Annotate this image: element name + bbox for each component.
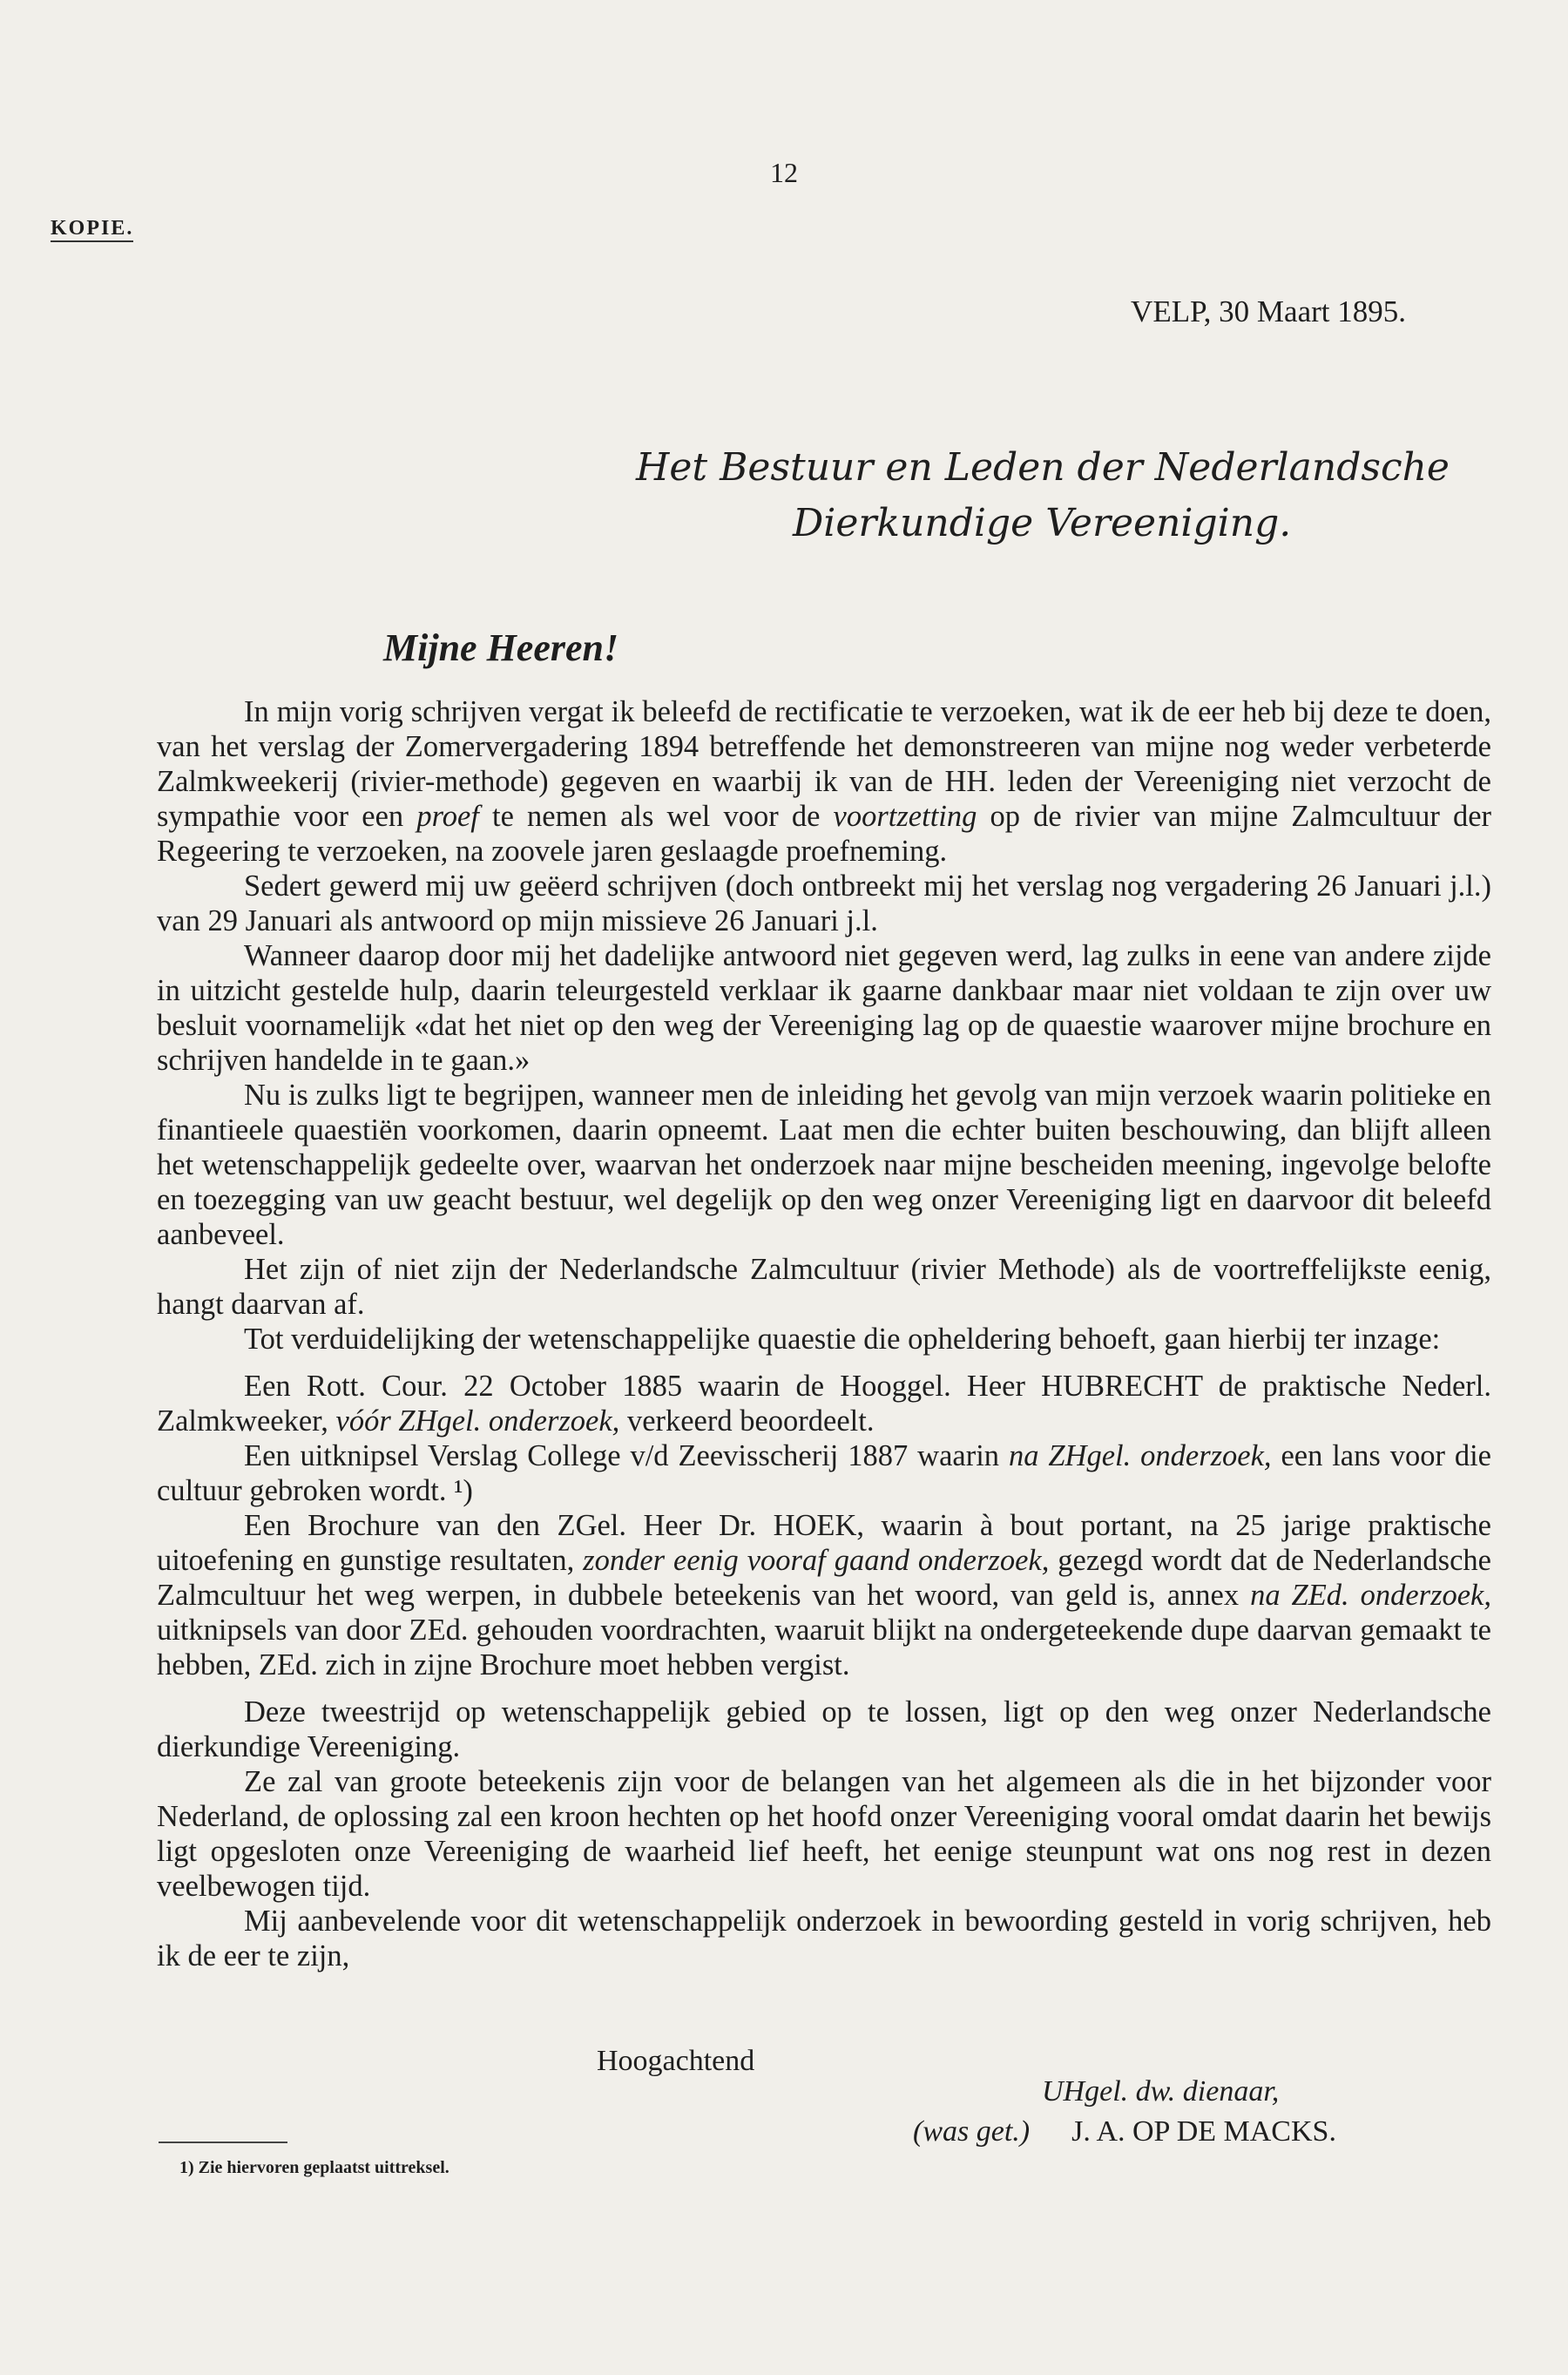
closing-servant: UHgel. dw. dienaar, (1042, 2075, 1280, 2108)
p9-text: Een Brochure van den ZGel. Heer Dr. HOEK, waarin à bout portant, na 25 jarige praktische uitoefening en gunstige resultaten, (157, 1509, 1491, 1577)
paragraph-4: Nu is zulks ligt te begrijpen, wanneer men de inleiding het gevolg van mijn verzoek waarin politieke en finantieele quaestiën voorkomen, daarin opneemt. Laat men die echter buiten beschouwing, dan blijft alleen het wetenschappelijk gedeelte over, waarvan het onderzoek naar mijne bescheiden meening, ingevolge belofte en toezegging van uw geacht bestuur, wel degelijk op den weg onzer Vereeniging ligt en daarvoor dit beleefd aanbeveel. (157, 1079, 1491, 1251)
p7-emphasis: vóór ZHgel. onderzoek, (335, 1404, 620, 1438)
paragraph-6: Tot verduidelijking der wetenschappelijke quaestie die opheldering behoeft, gaan hierbij ter inzage: (244, 1323, 1441, 1356)
addressee-line-1: Het Bestuur en Leden der Nederlandsche (636, 445, 1450, 490)
p1-emphasis-2: voortzetting (833, 800, 977, 833)
paragraph-12: Mij aanbevelende voor dit wetenschappelijk onderzoek in bewoording gesteld in vorig schrijven, heb ik de eer te zijn, (157, 1905, 1491, 1972)
paragraph-5: Het zijn of niet zijn der Nederlandsche Zalmcultuur (rivier Methode) als de voortreffelijkste eenig, hangt daarvan af. (157, 1253, 1491, 1321)
p9-text-b: gezegd wordt dat de Nederlandsche Zalmcultuur het weg werpen, in dubbele beteekenis van het woord, van geld is, annex (157, 1544, 1491, 1612)
p7-text: Een Rott. Cour. 22 October 1885 waarin de Hooggel. Heer HUBRECHT de praktische Nederl. Zalmkweeker, (157, 1370, 1491, 1438)
closing-hoogachtend: Hoogachtend (597, 2045, 755, 2077)
paragraph-11: Ze zal van groote beteekenis zijn voor de belangen van het algemeen als die in het bijzonder voor Nederland, de oplossing zal een kroon hechten op het hoofd onzer Vereeniging vooral omdat daarin het bewijs ligt opgesloten onze Vereeniging de waarheid lief heeft, het eenige steunpunt wat ons nog rest in dezen veelbewogen tijd. (157, 1765, 1491, 1903)
letter-body (157, 694, 1491, 1973)
addressee-line-2: Dierkundige Vereeniging. (793, 500, 1292, 545)
kopie-label: KOPIE. (51, 218, 133, 242)
was-get-label: (was get.) (913, 2115, 1031, 2148)
salutation: Mijne Heeren! (383, 626, 619, 669)
p8-emphasis: na ZHgel. onderzoek, (1008, 1439, 1272, 1472)
paragraph-2: Sedert gewerd mij uw geëerd schrijven (doch ontbreekt mij het verslag nog vergadering 26 Januari j.l.) van 29 Januari als antwoord op mijn missieve 26 Januari j.l. (157, 869, 1491, 937)
footnote-rule (159, 2142, 287, 2143)
p9-emphasis-2: na ZEd. onderzoek, (1250, 1579, 1491, 1612)
paragraph-10: Deze tweestrijd op wetenschappelijk gebied op te lossen, ligt op den weg onzer Nederlandsche dierkundige Vereeniging. (157, 1695, 1491, 1763)
p1-text: In mijn vorig schrijven vergat ik beleefd de rectificatie te verzoeken, wat ik de eer heb bij deze te doen, van het verslag der Zomervergadering 1894 betreffende het demonstreeren van mijne nog weder verbeterde Zalmkweekerij (rivier-methode) gegeven en waarbij ik van de HH. leden der Vereeniging niet verzocht de sympathie voor een (157, 695, 1491, 833)
signature-name: J. A. OP DE MACKS. (1071, 2115, 1336, 2148)
p8-text: Een uitknipsel Verslag College v/d Zeevisscherij 1887 waarin (244, 1439, 1009, 1472)
page-number: 12 (770, 157, 798, 188)
paragraph-9 (157, 1508, 1491, 1682)
paragraph-7 (157, 1369, 1491, 1438)
p9-emphasis-1: zonder eenig vooraf gaand onderzoek, (583, 1544, 1050, 1577)
p8-text-b: een lans voor die cultuur gebroken wordt. ¹) (157, 1439, 1491, 1507)
signature-line (913, 2115, 1336, 2148)
p1-text-c: op de rivier van mijne Zalmcultuur der Regeering te verzoeken, na zoovele jaren geslaagde proefneming. (157, 800, 1491, 868)
footnote: 1) Zie hiervoren geplaatst uittreksel. (179, 2158, 449, 2177)
addressee (636, 440, 1507, 551)
paragraph-1 (157, 694, 1491, 869)
p7-text-b: verkeerd beoordeelt. (619, 1404, 875, 1438)
p1-text-b: te nemen als wel voor de (478, 800, 834, 833)
p9-text-c: uitknipsels van door ZEd. gehouden voordrachten, waaruit blijkt na ondergeteekende dupe daarvan gemaakt te hebben, ZEd. zich in zijne Brochure moet hebben vergist. (157, 1614, 1491, 1681)
p1-emphasis-1: proef (416, 800, 479, 833)
paragraph-3: Wanneer daarop door mij het dadelijke antwoord niet gegeven werd, lag zulks in eene van andere zijde in uitzicht gestelde hulp, daarin teleurgesteld verklaar ik gaarne dankbaar maar niet voldaan te zijn over uw besluit voornamelijk «dat het niet op den weg der Vereeniging lag op de quaestie waarover mijne brochure en schrijven handelde in te gaan.» (157, 939, 1491, 1077)
paragraph-8 (157, 1438, 1491, 1508)
date-line: VELP, 30 Maart 1895. (1131, 294, 1406, 328)
